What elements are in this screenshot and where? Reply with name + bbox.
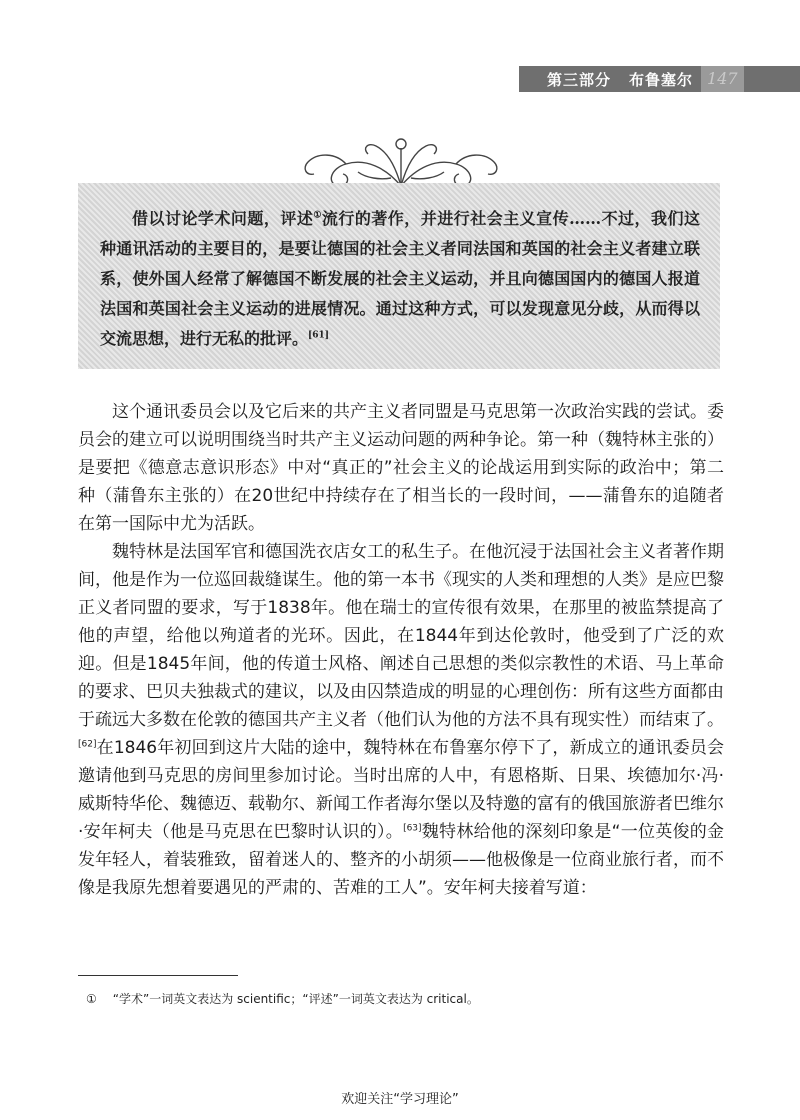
- citation-ref-62: [62]: [78, 739, 97, 750]
- footnote-divider: [78, 975, 238, 976]
- paragraph-2-part-b: 在1846年初回到这片大陆的途中，魏特林在布鲁塞尔停下了，新成立的通讯委员会邀请他到马克思的房间里参加讨论。当时出席的人中，有恩格斯、日果、埃德加尔·冯·威斯特华伦、魏德迈、载勒尔、新闻工作者海尔堡以及特邀的富有的俄国旅游者巴维尔·安年柯夫（他是马克思在巴黎时认识的）。: [78, 738, 724, 842]
- paragraph-2-part-a: 魏特林是法国军官和德国洗衣店女工的私生子。在他沉浸于法国社会主义者著作期间，他是作为一位巡回裁缝谋生。他的第一本书《现实的人类和理想的人类》是应巴黎正义者同盟的要求，写于1838年。他在瑞士的宣传很有效果，在那里的被监禁提高了他的声望，给他以殉道者的光环。因此，在1844年到达伦敦时，他受到了广泛的欢迎。但是1845年间，他的传道士风格、阐述自己思想的类似宗教性的术语、马上革命的要求、巴贝夫独裁式的建议，以及由囚禁造成的明显的心理创伤：所有这些方面都由于疏远大多数在伦敦的德国共产主义者（他们认为他的方法不具有现实性）而结束了。: [78, 542, 724, 730]
- page-number: 147: [701, 66, 744, 92]
- bottom-watermark-text: 欢迎关注“学习理论”: [341, 1092, 459, 1107]
- paragraph-2: [78, 538, 724, 902]
- footnote-mark: ①: [86, 992, 97, 1006]
- footnote-marker: ①: [313, 210, 322, 221]
- citation-ref-61: [61]: [308, 330, 330, 341]
- quote-paragraph: [100, 204, 700, 354]
- footnote-text: “学术”一词英文表达为 scientific；“评述”一词英文表达为 critical。: [112, 992, 479, 1006]
- quote-block: [100, 204, 700, 354]
- quote-text-rest: 流行的著作，并进行社会主义宣传……不过，我们这种通讯活动的主要目的，是要让德国的社会主义者同法国和英国的社会主义者建立联系，使外国人经常了解德国不断发展的社会主义运动，并且向德国国内的德国人报道法国和英国社会主义运动的进展情况。通过这种方式，可以发现意见分歧，从而得以交流思想，进行无私的批评。: [100, 209, 700, 348]
- chapter-label: 布鲁塞尔: [629, 70, 694, 89]
- quote-text-start: 借以讨论学术问题，评述: [132, 209, 314, 228]
- citation-ref-63: [63]: [403, 823, 422, 834]
- footnote: [86, 990, 726, 1008]
- running-header: [519, 66, 800, 92]
- part-label: 第三部分: [547, 70, 612, 89]
- body-text: [78, 398, 724, 902]
- paragraph-1: 这个通讯委员会以及它后来的共产主义者同盟是马克思第一次政治实践的尝试。委员会的建立可以说明围绕当时共产主义运动问题的两种争论。第一种（魏特林主张的）是要把《德意志意识形态》中对“真正的”社会主义的论战运用到实际的政治中；第二种（蒲鲁东主张的）在20世纪中持续存在了相当长的一段时间，——蒲鲁东的追随者在第一国际中尤为活跃。: [78, 402, 724, 534]
- paragraph-2-part-c: 魏特林给他的深刻印象是“一位英俊的金发年轻人，着装雅致，留着迷人的、整齐的小胡须——他极像是一位商业旅行者，而不像是我原先想着要遇见的严肃的、苦难的工人”。安年柯夫接着写道：: [78, 822, 724, 898]
